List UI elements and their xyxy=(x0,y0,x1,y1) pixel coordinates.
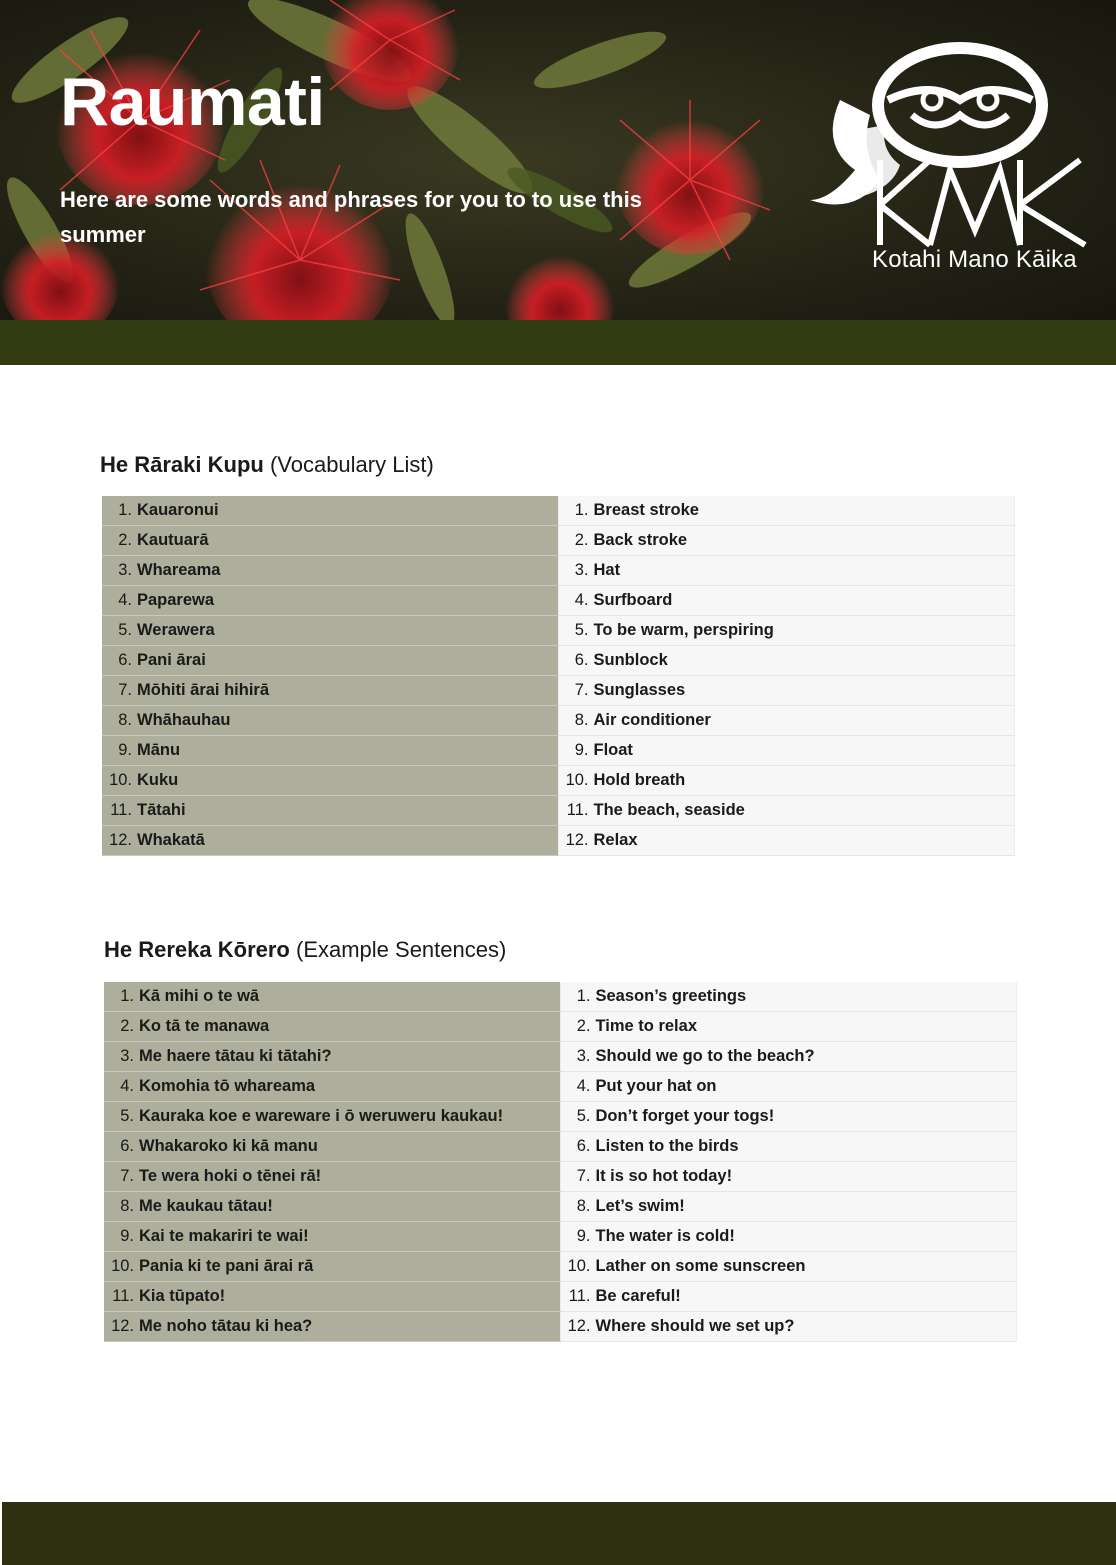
english-cell xyxy=(560,1042,1016,1072)
english-text: Air conditioner xyxy=(593,711,711,729)
item-number: 10. xyxy=(567,1257,591,1275)
maori-cell xyxy=(104,982,560,1012)
english-cell xyxy=(560,1102,1016,1132)
item-number: 2. xyxy=(118,531,132,549)
maori-text: Werawera xyxy=(137,621,215,639)
item-number: 10. xyxy=(565,771,589,789)
vocabulary-table xyxy=(102,496,1015,856)
maori-text: Mōhiti ārai hihirā xyxy=(137,681,270,699)
sentence-row xyxy=(104,1162,1016,1192)
english-cell xyxy=(560,1012,1016,1042)
english-cell xyxy=(560,1312,1016,1342)
item-number: 3. xyxy=(576,1047,591,1065)
maori-cell xyxy=(102,526,558,556)
english-cell xyxy=(558,526,1014,556)
english-text: Hold breath xyxy=(593,771,686,789)
item-number: 11. xyxy=(566,801,589,819)
item-number: 4. xyxy=(574,591,589,609)
english-cell xyxy=(558,826,1014,856)
item-number: 10. xyxy=(111,1257,134,1275)
item-number: 11. xyxy=(112,1287,134,1305)
vocabulary-row xyxy=(102,826,1014,856)
maori-text: Whāhauhau xyxy=(137,711,231,729)
english-text: Surfboard xyxy=(593,591,673,609)
item-number: 4. xyxy=(120,1077,134,1095)
english-text: Should we go to the beach? xyxy=(595,1047,815,1065)
item-number: 9. xyxy=(576,1227,591,1245)
sentences-section-title xyxy=(104,937,506,963)
english-text: Sunglasses xyxy=(593,681,686,699)
english-cell xyxy=(560,1192,1016,1222)
english-text: Where should we set up? xyxy=(595,1317,795,1335)
maori-text: Kuku xyxy=(137,771,179,789)
item-number: 6. xyxy=(574,651,589,669)
maori-cell xyxy=(104,1192,560,1222)
item-number: 2. xyxy=(574,531,589,549)
maori-text: Me noho tātau ki hea? xyxy=(139,1317,313,1335)
item-number: 7. xyxy=(118,681,132,699)
english-text: Don’t forget your togs! xyxy=(595,1107,775,1125)
english-text: To be warm, perspiring xyxy=(593,621,774,639)
item-number: 12. xyxy=(567,1317,591,1335)
english-text: Relax xyxy=(593,831,638,849)
item-number: 1. xyxy=(576,987,591,1005)
english-text: The water is cold! xyxy=(595,1227,735,1245)
item-number: 6. xyxy=(120,1137,134,1155)
vocabulary-row xyxy=(102,586,1014,616)
item-number: 11. xyxy=(568,1287,591,1305)
english-text: Time to relax xyxy=(595,1017,697,1035)
maori-text: Whakatā xyxy=(137,831,205,849)
maori-cell xyxy=(102,556,558,586)
english-cell xyxy=(558,676,1014,706)
item-number: 7. xyxy=(120,1167,134,1185)
english-text: Listen to the birds xyxy=(595,1137,739,1155)
kmk-logo-icon xyxy=(800,40,1100,280)
english-cell xyxy=(560,1132,1016,1162)
page-subtitle: Here are some words and phrases for you to to use this summer xyxy=(60,187,642,247)
item-number: 9. xyxy=(574,741,589,759)
sentence-row xyxy=(104,1312,1016,1342)
english-cell xyxy=(560,1162,1016,1192)
item-number: 4. xyxy=(118,591,132,609)
english-cell xyxy=(558,616,1014,646)
item-number: 4. xyxy=(576,1077,591,1095)
maori-text: Kai te makariri te wai! xyxy=(139,1227,309,1245)
item-number: 12. xyxy=(109,831,132,849)
maori-cell xyxy=(104,1102,560,1132)
vocabulary-row xyxy=(102,646,1014,676)
english-text: Lather on some sunscreen xyxy=(595,1257,806,1275)
item-number: 5. xyxy=(574,621,589,639)
sentence-row xyxy=(104,1282,1016,1312)
sentence-row xyxy=(104,1012,1016,1042)
item-number: 3. xyxy=(118,561,132,579)
maori-cell xyxy=(102,796,558,826)
vocabulary-section-title xyxy=(100,452,434,478)
logo-text: Kotahi Mano Kāika xyxy=(872,246,1077,273)
item-number: 7. xyxy=(574,681,589,699)
english-text: Sunblock xyxy=(593,651,668,669)
item-number: 6. xyxy=(576,1137,591,1155)
english-text: Back stroke xyxy=(593,531,688,549)
english-cell xyxy=(558,796,1014,826)
english-text: Hat xyxy=(593,561,621,579)
sentence-row xyxy=(104,1192,1016,1222)
maori-text: Te wera hoki o tēnei rā! xyxy=(139,1167,322,1185)
maori-text: Ko tā te manawa xyxy=(139,1017,270,1035)
maori-cell xyxy=(102,736,558,766)
sentences-title-rest: (Example Sentences) xyxy=(289,937,507,962)
vocabulary-row xyxy=(102,706,1014,736)
maori-text: Kia tūpato! xyxy=(139,1287,226,1305)
item-number: 1. xyxy=(118,501,132,519)
maori-text: Mānu xyxy=(137,741,181,759)
sentence-row xyxy=(104,1072,1016,1102)
english-cell xyxy=(560,1222,1016,1252)
vocabulary-row xyxy=(102,736,1014,766)
maori-text: Whareama xyxy=(137,561,221,579)
maori-cell xyxy=(102,676,558,706)
sentences-title-bold: He Rereka Kōrero xyxy=(104,937,290,962)
english-cell xyxy=(560,1282,1016,1312)
item-number: 8. xyxy=(120,1197,134,1215)
maori-text: Tātahi xyxy=(137,801,186,819)
item-number: 12. xyxy=(111,1317,134,1335)
item-number: 5. xyxy=(576,1107,591,1125)
maori-cell xyxy=(102,586,558,616)
item-number: 1. xyxy=(120,987,134,1005)
item-number: 8. xyxy=(574,711,589,729)
item-number: 10. xyxy=(109,771,132,789)
maori-text: Me haere tātau ki tātahi? xyxy=(139,1047,332,1065)
english-text: Season’s greetings xyxy=(595,987,747,1005)
english-cell xyxy=(558,586,1014,616)
maori-text: Kauaronui xyxy=(137,501,219,519)
item-number: 3. xyxy=(120,1047,134,1065)
english-text: Float xyxy=(593,741,633,759)
vocabulary-row xyxy=(102,766,1014,796)
sentences-table xyxy=(104,982,1017,1342)
maori-text: Kā mihi o te wā xyxy=(139,987,260,1005)
maori-cell xyxy=(104,1282,560,1312)
item-number: 6. xyxy=(118,651,132,669)
header-banner xyxy=(0,0,1116,320)
english-cell xyxy=(558,556,1014,586)
item-number: 9. xyxy=(120,1227,134,1245)
english-cell xyxy=(558,646,1014,676)
maori-cell xyxy=(102,616,558,646)
maori-cell xyxy=(104,1252,560,1282)
item-number: 1. xyxy=(574,501,589,519)
maori-cell xyxy=(104,1072,560,1102)
english-cell xyxy=(558,496,1014,526)
vocabulary-row xyxy=(102,496,1014,526)
maori-cell xyxy=(102,496,558,526)
maori-cell xyxy=(104,1222,560,1252)
item-number: 2. xyxy=(576,1017,591,1035)
sentence-row xyxy=(104,1132,1016,1162)
maori-cell xyxy=(104,1132,560,1162)
english-cell xyxy=(558,766,1014,796)
maori-cell xyxy=(104,1042,560,1072)
header-band xyxy=(0,320,1116,365)
vocabulary-row xyxy=(102,556,1014,586)
item-number: 9. xyxy=(118,741,132,759)
page-title: Raumati xyxy=(60,64,325,140)
maori-text: Pania ki te pani ārai rā xyxy=(139,1257,314,1275)
item-number: 11. xyxy=(110,801,132,819)
maori-text: Pani ārai xyxy=(137,651,206,669)
maori-cell xyxy=(104,1012,560,1042)
vocabulary-title-bold: He Rāraki Kupu xyxy=(100,452,264,477)
english-cell xyxy=(560,982,1016,1012)
item-number: 3. xyxy=(574,561,589,579)
maori-cell xyxy=(104,1162,560,1192)
vocabulary-row xyxy=(102,616,1014,646)
item-number: 7. xyxy=(576,1167,591,1185)
vocabulary-row xyxy=(102,676,1014,706)
vocabulary-row xyxy=(102,796,1014,826)
item-number: 2. xyxy=(120,1017,134,1035)
english-cell xyxy=(558,736,1014,766)
english-cell xyxy=(560,1072,1016,1102)
sentence-row xyxy=(104,1042,1016,1072)
item-number: 8. xyxy=(576,1197,591,1215)
footer-band xyxy=(2,1502,1116,1565)
english-text: The beach, seaside xyxy=(593,801,745,819)
maori-text: Kautuarā xyxy=(137,531,209,549)
maori-text: Komohia tō whareama xyxy=(139,1077,316,1095)
english-text: Breast stroke xyxy=(593,501,699,519)
maori-cell xyxy=(104,1312,560,1342)
sentence-row xyxy=(104,1252,1016,1282)
english-text: Put your hat on xyxy=(595,1077,717,1095)
item-number: 8. xyxy=(118,711,132,729)
sentence-row xyxy=(104,1222,1016,1252)
maori-text: Kauraka koe e wareware i ō weruweru kaukau! xyxy=(139,1107,504,1125)
maori-text: Paparewa xyxy=(137,591,215,609)
english-text: Be careful! xyxy=(595,1287,681,1305)
vocabulary-row xyxy=(102,526,1014,556)
maori-text: Whakaroko ki kā manu xyxy=(139,1137,318,1155)
item-number: 12. xyxy=(565,831,589,849)
sentence-row xyxy=(104,982,1016,1012)
maori-cell xyxy=(102,826,558,856)
maori-cell xyxy=(102,646,558,676)
english-text: It is so hot today! xyxy=(595,1167,733,1185)
english-cell xyxy=(560,1252,1016,1282)
sentence-row xyxy=(104,1102,1016,1132)
maori-cell xyxy=(102,706,558,736)
item-number: 5. xyxy=(118,621,132,639)
item-number: 5. xyxy=(120,1107,134,1125)
english-cell xyxy=(558,706,1014,736)
maori-cell xyxy=(102,766,558,796)
english-text: Let’s swim! xyxy=(595,1197,685,1215)
maori-text: Me kaukau tātau! xyxy=(139,1197,273,1215)
vocabulary-title-rest: (Vocabulary List) xyxy=(263,452,434,477)
